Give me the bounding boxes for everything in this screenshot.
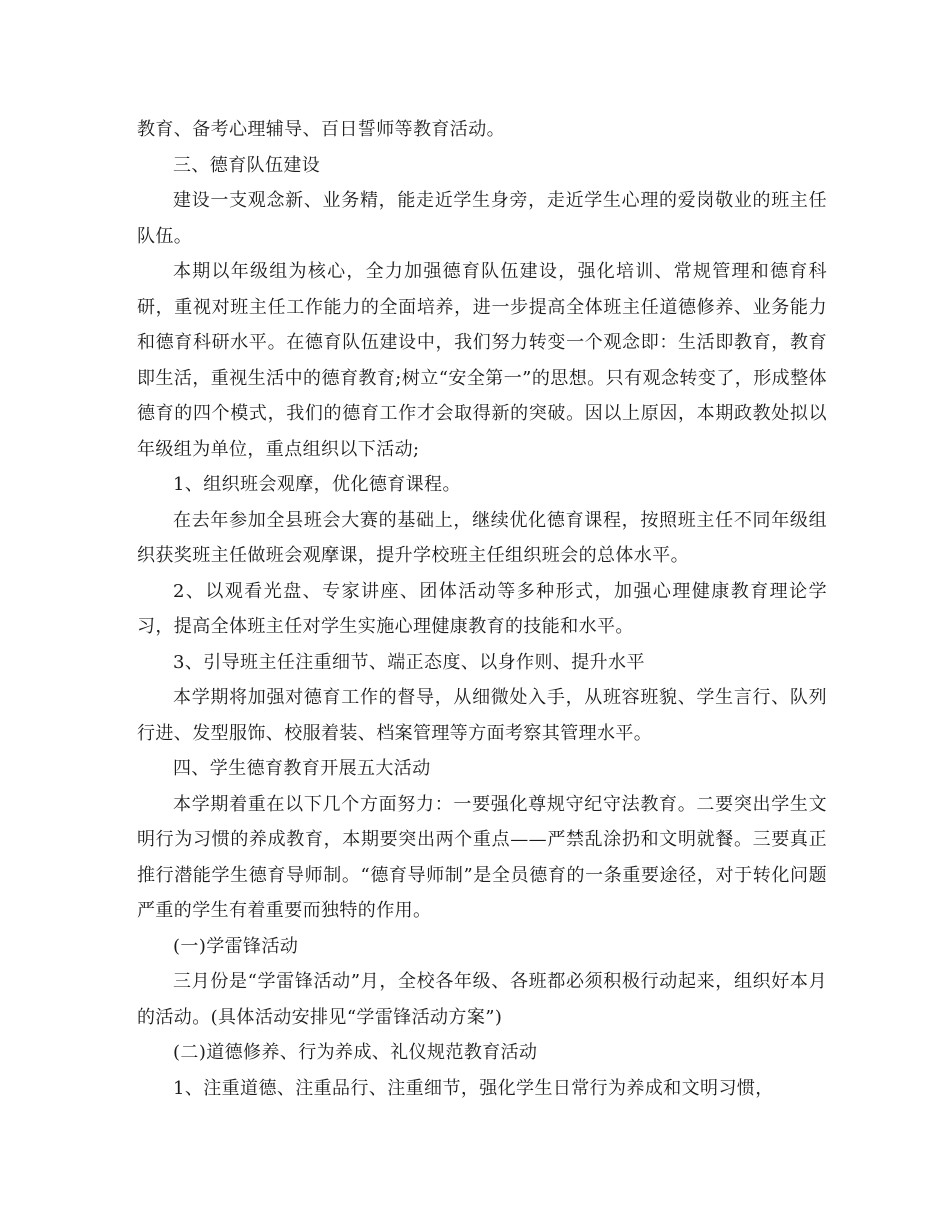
- paragraph: 三月份是“学雷锋活动”月，全校各年级、各班都必须积极行动起来，组织好本月的活动。(具体活动安排见“学雷锋活动方案”): [137, 971, 827, 1028]
- section-heading: 四、学生德育教育开展五大活动: [173, 758, 431, 779]
- subsection-heading: (二)道德修养、行为养成、礼仪规范教育活动: [173, 1042, 538, 1063]
- subsection-heading: (一)学雷锋活动: [173, 935, 299, 957]
- paragraph: 本学期着重在以下几个方面努力：一要强化尊规守纪守法教育。二要突出学生文明行为习惯的养成教育，本期要突出两个重点——严禁乱涂扔和文明就餐。三要真正推行潜能学生德育导师制。“德育导师制”是全员德育的一条重要途径，对于转化问题严重的学生有着重要而独特的作用。: [137, 793, 827, 921]
- paragraph: 本学期将加强对德育工作的督导，从细微处入手，从班容班貌、学生言行、队列行进、发型服饰、校服着装、档案管理等方面考察其管理水平。: [137, 687, 827, 744]
- paragraph: 建设一支观念新、业务精，能走近学生身旁，走近学生心理的爱岗敬业的班主任队伍。: [137, 190, 827, 247]
- document-body: [137, 112, 827, 1106]
- paragraph: 1、注重道德、注重品行、注重细节，强化学生日常行为养成和文明习惯，: [173, 1077, 774, 1099]
- paragraph: 教育、备考心理辅导、百日誓师等教育活动。: [137, 119, 505, 140]
- list-item-heading: 2、以观看光盘、专家讲座、团体活动等多种形式，加强心理健康教育理论学习，提高全体班主任对学生实施心理健康教育的技能和水平。: [137, 580, 827, 637]
- list-item-heading: 3、引导班主任注重细节、端正态度、以身作则、提升水平: [173, 651, 645, 673]
- paragraph: 本期以年级组为核心，全力加强德育队伍建设，强化培训、常规管理和德育科研，重视对班主任工作能力的全面培养，进一步提高全体班主任道德修养、业务能力和德育科研水平。在德育队伍建设中，我们努力转变一个观念即：生活即教育，教育即生活，重视生活中的德育教育;树立“安全第一”的思想。只有观念转变了，形成整体德育的四个模式，我们的德育工作才会取得新的突破。因以上原因，本期政教处拟以年级组为单位，重点组织以下活动;: [137, 261, 827, 460]
- paragraph: 在去年参加全县班会大赛的基础上，继续优化德育课程，按照班主任不同年级组织获奖班主任做班会观摩课，提升学校班主任组织班会的总体水平。: [137, 509, 827, 566]
- section-heading: 三、德育队伍建设: [173, 154, 321, 176]
- list-item-heading: 1、组织班会观摩，优化德育课程。: [173, 474, 461, 495]
